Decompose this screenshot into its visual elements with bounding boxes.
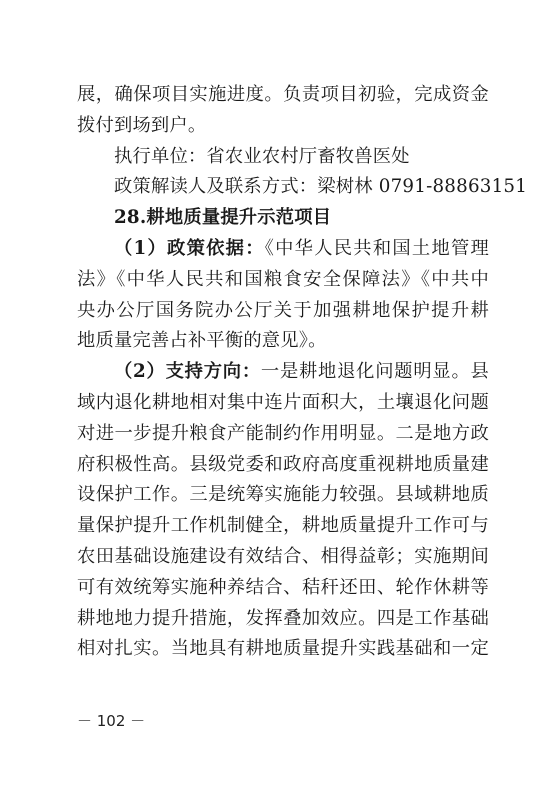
paragraph-line: 府积极性高。县级党委和政府高度重视耕地质量建 <box>77 453 489 475</box>
executing-unit-line: 执行单位：省农业农村厅畜牧兽医处 <box>114 145 410 167</box>
paragraph-line: 对进一步提升粮食产能制约作用明显。二是地方政 <box>77 422 489 444</box>
paragraph-line: 设保护工作。三是统筹实施能力较强。县域耕地质 <box>77 484 489 506</box>
paragraph-line: 地质量完善占补平衡的意见》。 <box>77 330 327 352</box>
paragraph-line: 法》《中华人民共和国粮食安全保障法》《中共中 <box>77 268 489 290</box>
page-number: － 102 － <box>77 712 146 730</box>
policy-basis-line <box>77 234 489 265</box>
paragraph-line: 可有效统筹实施种养结合、秸秆还田、轮作休耕等 <box>77 576 489 598</box>
support-direction-line <box>77 357 489 388</box>
body-text <box>77 80 528 665</box>
paragraph-line: 耕地地力提升措施，发挥叠加效应。四是工作基础 <box>77 607 489 629</box>
support-direction-text: 一是耕地退化问题明显。县 <box>260 361 489 383</box>
policy-basis-text: 《中华人民共和国土地管理 <box>264 237 489 259</box>
paragraph-line: 农田基础设施建设有效结合、相得益彰；实施期间 <box>77 545 489 567</box>
paragraph-line: 域内退化耕地相对集中连片面积大，土壤退化问题 <box>77 391 489 413</box>
paragraph-line: 量保护提升工作机制健全，耕地质量提升工作可与 <box>77 515 489 537</box>
paragraph-line: 展，确保项目实施进度。负责项目初验，完成资金 <box>77 84 489 105</box>
section-heading: 28.耕地质量提升示范项目 <box>114 207 332 229</box>
paragraph-line: 相对扎实。当地具有耕地质量提升实践基础和一定 <box>77 638 489 660</box>
policy-basis-label: （1）政策依据： <box>114 237 265 259</box>
paragraph-line: 拨付到场到户。 <box>77 114 207 136</box>
paragraph-line: 央办公厅国务院办公厅关于加强耕地保护提升耕 <box>77 299 489 321</box>
contact-line: 政策解读人及联系方式：梁树林 0791-88863151 <box>114 176 528 198</box>
support-direction-label: （2）支持方向： <box>114 361 261 383</box>
